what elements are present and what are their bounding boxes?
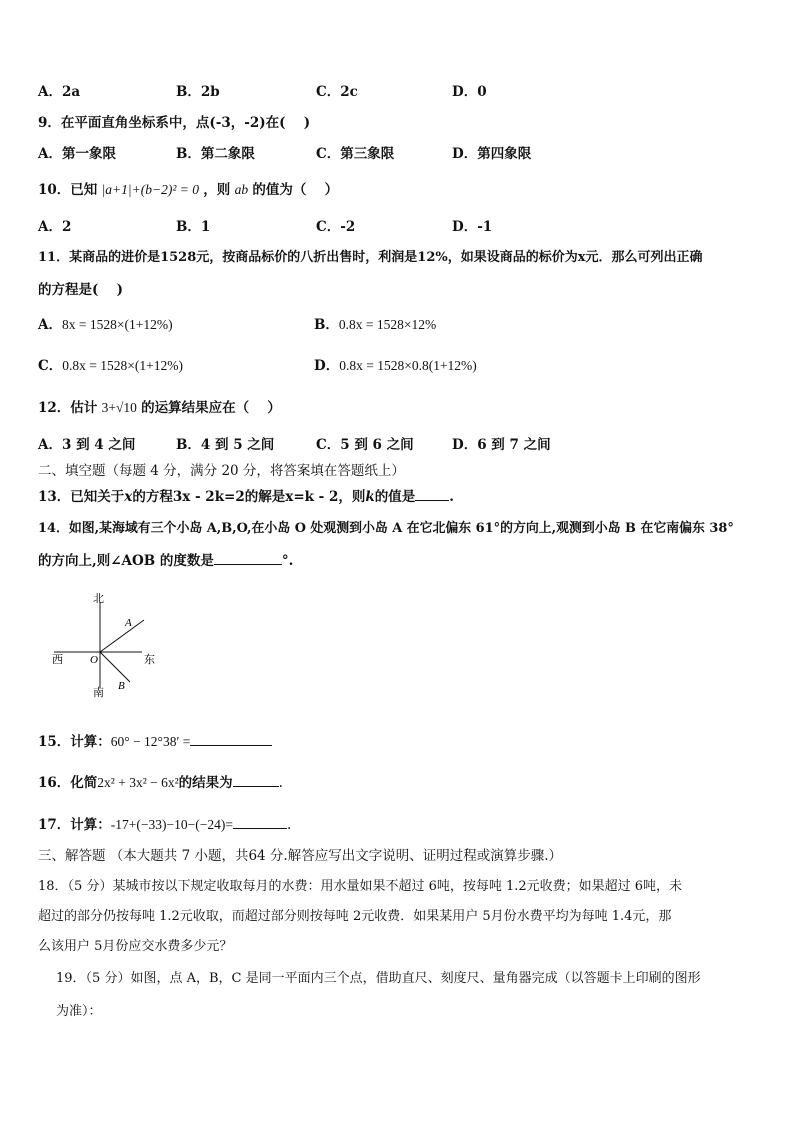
- q16-stem: [38, 774, 283, 792]
- label-west: 西: [52, 654, 63, 666]
- q17-pre: 17．计算：: [38, 817, 111, 833]
- q13-solution: x=k - 2: [285, 489, 339, 505]
- label-north: 北: [93, 593, 104, 605]
- q13-end: .: [449, 489, 454, 505]
- q10-expression: |a+1|+(b−2)² = 0: [101, 182, 199, 197]
- q10-stem: [38, 181, 338, 199]
- q16-answer-blank[interactable]: [233, 774, 279, 787]
- label-b: B: [118, 680, 125, 692]
- q11-option-c-equation: 0.8x = 1528×(1+12%): [62, 358, 183, 373]
- q15-stem: [38, 733, 272, 751]
- q8-option-d: D．0: [452, 84, 487, 100]
- q14-line2-text: 的方向上,则∠AOB 的度数是: [38, 553, 214, 569]
- q15-expression: 60° − 12°38′ =: [110, 734, 191, 749]
- q11-stem-line2: 的方程是( ): [38, 282, 123, 298]
- q12-option-d: D．6 到 7 之间: [452, 437, 551, 453]
- q13-k: k: [365, 489, 375, 505]
- q13-x: x: [124, 489, 133, 505]
- q10-option-c: C．-2: [316, 219, 356, 235]
- q19-line1: 19．（5 分）如图，点 A，B，C 是同一平面内三个点，借助直尺、刻度尺、量角器完成（以答题卡上印刷的图形: [56, 971, 701, 986]
- q11-option-a-equation: 8x = 1528×(1+12%): [61, 317, 173, 332]
- q13-mid: 的方程: [132, 489, 173, 505]
- q9-option-b: B．第二象限: [176, 146, 255, 162]
- q18-line3: 么该用户 5月份应交水费多少元？: [38, 939, 233, 954]
- q11-option-b-label: B．: [314, 317, 339, 333]
- q11-option-b: [314, 316, 436, 334]
- q13-mid2: 的解是: [244, 489, 286, 505]
- q18-line2: 超过的部分仍按每吨 1.2元收取，而超过部分则按每吨 2元收费．如果某用户 5月份水费平均为每吨 1.4元，那: [38, 909, 672, 924]
- q10-number: 10．已知: [38, 182, 98, 198]
- q17-answer-blank[interactable]: [233, 816, 287, 829]
- q8-option-a: A．2a: [38, 84, 81, 100]
- q11-option-a-label: A．: [38, 317, 62, 333]
- q10-option-d: D．-1: [452, 219, 493, 235]
- compass-figure: [48, 588, 168, 700]
- q14-answer-blank[interactable]: [214, 552, 282, 565]
- section-solutions-heading: 三、解答题 （本大题共 7 小题，共64 分.解答应写出文字说明、证明过程或演算步骤.）: [38, 848, 563, 864]
- q17-stem: [38, 816, 291, 834]
- q13-mid3: ，则: [338, 489, 366, 505]
- q10-option-a: A．2: [38, 219, 72, 235]
- q10-ab: ab: [234, 182, 249, 197]
- q11-option-c-label: C．: [38, 358, 63, 374]
- q11-option-d-label: D．: [314, 358, 340, 374]
- q9-stem: 9．在平面直角坐标系中，点(-3，-2)在( ): [38, 115, 311, 131]
- q8-option-b: B．2b: [176, 84, 220, 100]
- q13-stem: [38, 488, 454, 506]
- ray-oa: [100, 620, 144, 652]
- q11-option-d-equation: 0.8x = 1528×0.8(1+12%): [339, 358, 477, 373]
- q15-pre: 15．计算：: [38, 734, 111, 750]
- q11-stem-line1: 11．某商品的进价是1528元，按商品标价的八折出售时，利润是12%，如果设商品的标价为x元．那么可列出正确: [38, 250, 703, 265]
- q12-stem: [38, 399, 281, 417]
- q12-tail: 的运算结果应在（ ）: [141, 400, 281, 416]
- q19-line2: 为准）：: [56, 1004, 102, 1019]
- q11-option-d: [314, 357, 477, 375]
- q14-stem-line1: 14．如图,某海域有三个小岛 A,B,O,在小岛 O 处观测到小岛 A 在它北偏东 61°的方向上,观测到小岛 B 在它南偏东 38°: [38, 521, 734, 536]
- q13-pre: 13．已知关于: [38, 489, 125, 505]
- q11-option-c: [38, 357, 183, 375]
- q16-expression: 2x² + 3x² − 6x²: [97, 775, 179, 790]
- q16-tail: 的结果为: [178, 775, 233, 791]
- q14-end: °.: [281, 553, 294, 569]
- q16-end: .: [278, 775, 283, 791]
- q12-number: 12．估计: [38, 400, 98, 416]
- q13-equation: 3x - 2k=2: [172, 489, 245, 505]
- label-south: 南: [93, 687, 104, 699]
- q13-answer-blank[interactable]: [415, 488, 449, 501]
- label-o: O: [90, 654, 98, 666]
- q10-tail: ，则: [203, 182, 231, 198]
- q11-option-b-equation: 0.8x = 1528×12%: [338, 317, 437, 332]
- q18-line1: 18．（5 分）某城市按以下规定收取每月的水费：用水量如果不超过 6吨，按每吨 1.2元收费；如果超过 6吨，未: [38, 879, 683, 894]
- ray-ob: [100, 652, 130, 682]
- q11-option-a: [38, 316, 173, 334]
- q12-option-b: B．4 到 5 之间: [176, 437, 275, 453]
- label-east: 东: [144, 654, 155, 666]
- q10-option-b: B．1: [176, 219, 211, 235]
- q12-option-a: A．3 到 4 之间: [38, 437, 136, 453]
- label-a: A: [125, 617, 132, 629]
- q10-tail2: 的值为（ ）: [252, 182, 339, 198]
- q12-option-c: C．5 到 6 之间: [316, 437, 414, 453]
- q15-answer-blank[interactable]: [190, 733, 272, 746]
- q13-tail: 的值是: [374, 489, 416, 505]
- q9-option-c: C．第三象限: [316, 146, 395, 162]
- q16-pre: 16．化简: [38, 775, 98, 791]
- q17-end: .: [286, 817, 292, 833]
- q12-expression: 3+√10: [101, 400, 137, 415]
- q9-option-d: D．第四象限: [452, 146, 532, 162]
- q8-option-c: C．2c: [316, 84, 358, 100]
- q14-stem-line2: [38, 552, 293, 570]
- section-fill-in-blank-heading: 二、填空题（每题 4 分，满分 20 分，将答案填在答题纸上）: [38, 463, 405, 479]
- q17-expression: -17+(−33)−10−(−24)=: [110, 817, 233, 832]
- q9-option-a: A．第一象限: [38, 146, 116, 162]
